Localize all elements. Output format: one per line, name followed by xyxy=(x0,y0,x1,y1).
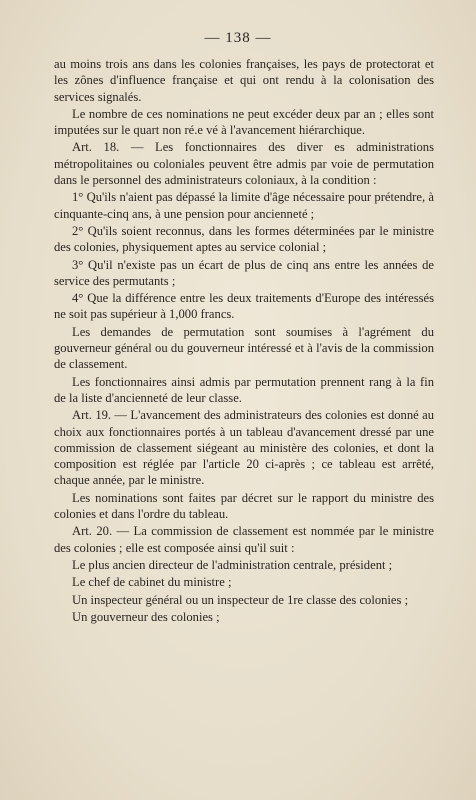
condition-4: 4° Que la différence entre les deux traitements d'Europe des intéressés ne soit pas supérieur à 1,000 francs. xyxy=(54,291,434,322)
body-text xyxy=(54,56,434,626)
paragraph: Le nombre de ces nominations ne peut excéder deux par an ; elles sont imputées sur le quart non ré.e vé à l'avancement hiérarchique. xyxy=(54,106,434,138)
condition-2: 2° Qu'ils soient reconnus, dans les formes déterminées par le ministre des colonies, physiquement aptes au service colonial ; xyxy=(54,223,434,255)
paragraph: Les nominations sont faites par décret sur le rapport du ministre des colonies et dans l'ordre du tableau. xyxy=(54,490,434,522)
article-20: Art. 20. — La commission de classement est nommée par le ministre des colonies ; elle est composée ainsi qu'il suit : xyxy=(54,524,434,555)
commission-member: Un inspecteur général ou un inspecteur de 1re classe des colonies ; xyxy=(72,592,409,607)
article-19: Art. 19. — L'avancement des administrateurs des colonies est donné au choix aux fonctionnaires portés à un tableau d'avancement dressé par une commission de classement siégeant au ministère des colonies, et dont la composition est réglée par l'article 20 ci-après ; ce tableau est arrêté, chaque année, par le ministre. xyxy=(54,408,434,488)
commission-member: Un gouverneur des colonies ; xyxy=(72,609,220,624)
commission-member: Le plus ancien directeur de l'administration centrale, président ; xyxy=(72,557,393,572)
condition-3: 3° Qu'il n'existe pas un écart de plus de cinq ans entre les années de service des permutants ; xyxy=(54,257,434,288)
condition-1: 1° Qu'ils n'aient pas dépassé la limite d'âge nécessaire pour prétendre, à cinquante-cinq ans, à une pension pour ancienneté ; xyxy=(54,190,434,221)
paragraph: Les fonctionnaires ainsi admis par permutation prennent rang à la fin de la liste d'ancienneté de leur classe. xyxy=(54,374,434,405)
commission-member: Le chef de cabinet du ministre ; xyxy=(72,575,232,590)
paragraph: Les demandes de permutation sont soumises à l'agrément du gouverneur général ou du gouverneur intéressé et à l'avis de la commission de classement. xyxy=(54,324,434,372)
page-number: — 138 — xyxy=(204,30,272,46)
paragraph: au moins trois ans dans les colonies françaises, les pays de protectorat et les zônes d'influence française et qui ont rendu à la colonisation des services signalés. xyxy=(54,57,434,104)
article-18: Art. 18. — Les fonctionnaires des diver es administrations métropolitaines ou coloniales peuvent être admis par voie de permutation dans le personnel des administrateurs coloniaux, à la condition : xyxy=(54,140,434,188)
